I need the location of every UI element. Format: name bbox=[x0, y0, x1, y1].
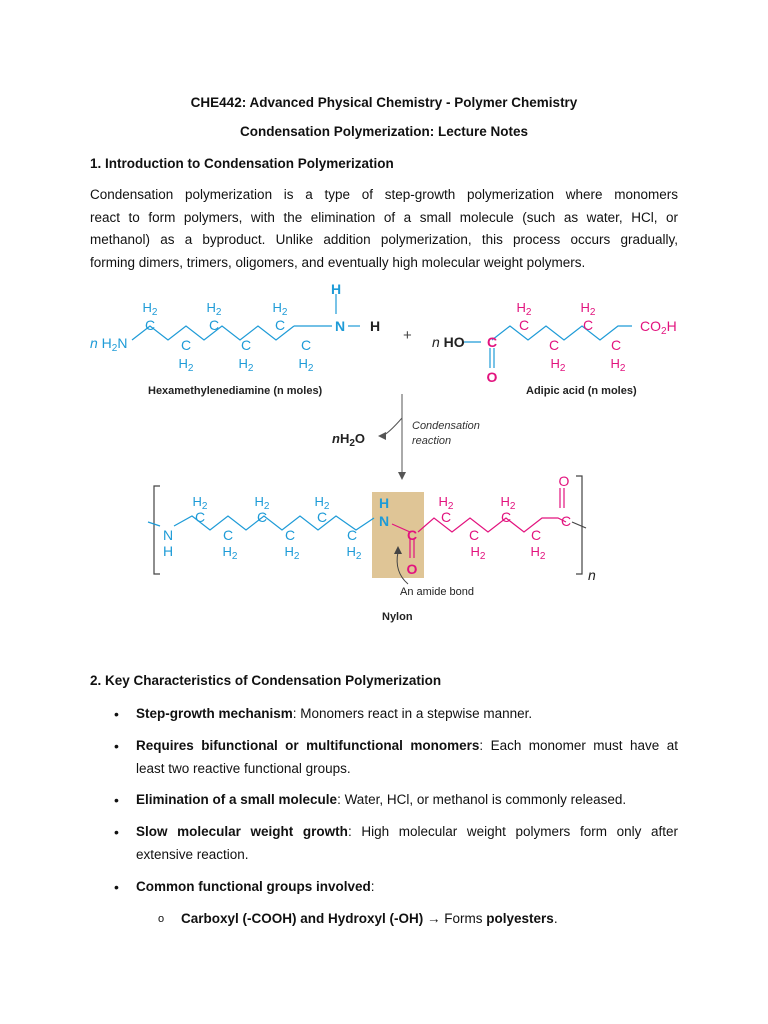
svg-text:C: C bbox=[346, 527, 358, 543]
svg-text:H2: $H_2$ bbox=[142, 300, 158, 318]
arrow-label-1: Condensation bbox=[412, 420, 480, 432]
svg-text:H2: $H_2$ bbox=[314, 494, 330, 512]
lecture-title: Condensation Polymerization: Lecture Notes bbox=[239, 124, 529, 139]
product-name: Nylon bbox=[382, 611, 413, 623]
svg-text:C: C bbox=[208, 317, 220, 333]
svg-text:H2: $H_2$ bbox=[550, 356, 566, 374]
svg-text:H2: $H_2$ bbox=[500, 494, 516, 512]
bullet-marker: • bbox=[114, 706, 119, 722]
bullet-marker: • bbox=[114, 738, 119, 754]
svg-text:C: C bbox=[256, 509, 268, 525]
bullet-description-cont: extensive reaction. bbox=[136, 846, 249, 862]
svg-text:C: C bbox=[300, 337, 312, 353]
svg-text:C: C bbox=[560, 513, 572, 529]
bullet-description: : Each monomer must have at bbox=[479, 738, 678, 753]
svg-text:H: H bbox=[330, 282, 342, 297]
water-byproduct: $nH_2O$ bbox=[332, 431, 366, 449]
svg-text:H2: $H_2$ bbox=[222, 544, 238, 562]
svg-text:H2: $H_2$ bbox=[530, 544, 546, 562]
bullet-item bbox=[136, 876, 678, 899]
svg-text:H2: $H_2$ bbox=[238, 356, 254, 374]
bullet-marker: • bbox=[114, 879, 119, 895]
bullet-term: Step-growth mechanism bbox=[136, 706, 293, 721]
svg-text:O: O bbox=[406, 561, 418, 577]
svg-text:H2: $H_2$ bbox=[346, 544, 362, 562]
reactant-2-name: Adipic acid (n moles) bbox=[526, 385, 637, 397]
svg-text:H2: $H_2$ bbox=[272, 300, 288, 318]
plus-sign: + bbox=[403, 327, 412, 344]
bullet-term: Slow molecular weight growth bbox=[136, 824, 348, 839]
svg-text:C: C bbox=[316, 509, 328, 525]
svg-text:N: N bbox=[334, 318, 346, 334]
svg-text:C: C bbox=[406, 527, 418, 543]
svg-text:C: C bbox=[284, 527, 296, 543]
bullet-term: Elimination of a small molecule bbox=[136, 792, 338, 807]
svg-text:C: C bbox=[240, 337, 252, 353]
svg-text:CO2H: $CO_2H$ bbox=[640, 318, 677, 337]
sub-bullet-result: polyesters bbox=[486, 911, 554, 926]
svg-text:O: O bbox=[558, 473, 570, 489]
paragraph-line: methanol) as a byproduct. Unlike addition polymerization, this process occurs gradually, bbox=[90, 232, 678, 247]
svg-text:O: O bbox=[486, 369, 498, 385]
bullet-description: : High molecular weight polymers form only after bbox=[347, 824, 678, 839]
course-title: CHE442: Advanced Physical Chemistry - Polymer Chemistry bbox=[190, 95, 578, 110]
repeat-subscript: n bbox=[588, 567, 596, 583]
svg-text:H2: $H_2$ bbox=[580, 300, 596, 318]
bullet-term: Requires bifunctional or multifunctional monomers bbox=[136, 738, 480, 753]
svg-text:N: N bbox=[162, 527, 174, 543]
svg-text:H2: $H_2$ bbox=[178, 356, 194, 374]
svg-text:C: C bbox=[518, 317, 530, 333]
bullet-item bbox=[136, 703, 678, 726]
arrow-label-2: reaction bbox=[412, 435, 452, 447]
svg-text:C: C bbox=[500, 509, 512, 525]
sub-bullet-marker: o bbox=[158, 913, 165, 925]
svg-text:C: C bbox=[548, 337, 560, 353]
svg-text:H2: $H_2$ bbox=[470, 544, 486, 562]
reactant-1-name: Hexamethylenediamine (n moles) bbox=[148, 385, 323, 397]
nylon-condensation-figure bbox=[88, 282, 682, 627]
svg-text:C: C bbox=[274, 317, 286, 333]
section-1-paragraph bbox=[90, 184, 678, 274]
svg-text:H2: $H_2$ bbox=[610, 356, 626, 374]
svg-text:C: C bbox=[610, 337, 622, 353]
amide-bond-label: An amide bond bbox=[400, 586, 474, 598]
bullet-item bbox=[136, 735, 678, 780]
paragraph-line: forming dimers, trimers, oligomers, and eventually high molecular weight polymers. bbox=[90, 254, 586, 270]
svg-text:C: C bbox=[180, 337, 192, 353]
svg-text:H: H bbox=[378, 495, 390, 511]
bullet-description: : bbox=[370, 879, 375, 894]
bullet-description: : Monomers react in a stepwise manner. bbox=[292, 706, 533, 721]
svg-text:H2: $H_2$ bbox=[438, 494, 454, 512]
svg-text:C: C bbox=[440, 509, 452, 525]
sub-bullet-end: . bbox=[553, 911, 558, 926]
svg-text:C: C bbox=[530, 527, 542, 543]
svg-text:H2: $H_2$ bbox=[516, 300, 532, 318]
svg-text:n H2N: n $H_2N$ bbox=[90, 335, 128, 354]
sub-bullet-item bbox=[181, 908, 678, 931]
svg-text:C: C bbox=[144, 317, 156, 333]
sub-bullet-arrow-text: → Forms bbox=[423, 911, 487, 926]
svg-text:N: N bbox=[378, 513, 390, 529]
section-1-heading: 1. Introduction to Condensation Polymerization bbox=[90, 156, 394, 171]
svg-text:H2: $H_2$ bbox=[254, 494, 270, 512]
paragraph-line: react to form polymers, with the elimination of a small molecule (such as water, HCl, or bbox=[90, 209, 678, 225]
svg-text:C: C bbox=[582, 317, 594, 333]
section-2-heading: 2. Key Characteristics of Condensation Polymerization bbox=[90, 673, 442, 688]
bullet-item bbox=[136, 789, 678, 812]
svg-text:H: H bbox=[162, 543, 174, 559]
bullet-marker: • bbox=[114, 792, 119, 808]
sub-bullet-term: Carboxyl (-COOH) and Hydroxyl (-OH) bbox=[181, 911, 424, 926]
bullet-marker: • bbox=[114, 824, 119, 840]
bullet-description: : Water, HCl, or methanol is commonly released. bbox=[337, 792, 627, 807]
svg-text:H2: $H_2$ bbox=[284, 544, 300, 562]
svg-text:n HO: n HO bbox=[432, 334, 465, 350]
svg-text:C: C bbox=[468, 527, 480, 543]
svg-text:H2: $H_2$ bbox=[298, 356, 314, 374]
bullet-item bbox=[136, 821, 678, 866]
paragraph-line: Condensation polymerization is a type of step-growth polymerization where monomers bbox=[90, 187, 678, 202]
bullet-description-cont: least two reactive functional groups. bbox=[136, 760, 351, 776]
svg-text:H2: $H_2$ bbox=[206, 300, 222, 318]
svg-text:H2: $H_2$ bbox=[192, 494, 208, 512]
bullet-term: Common functional groups involved bbox=[136, 879, 371, 894]
svg-text:H: H bbox=[370, 318, 381, 334]
svg-text:C: C bbox=[486, 334, 498, 350]
svg-text:C: C bbox=[194, 509, 206, 525]
svg-text:C: C bbox=[222, 527, 234, 543]
